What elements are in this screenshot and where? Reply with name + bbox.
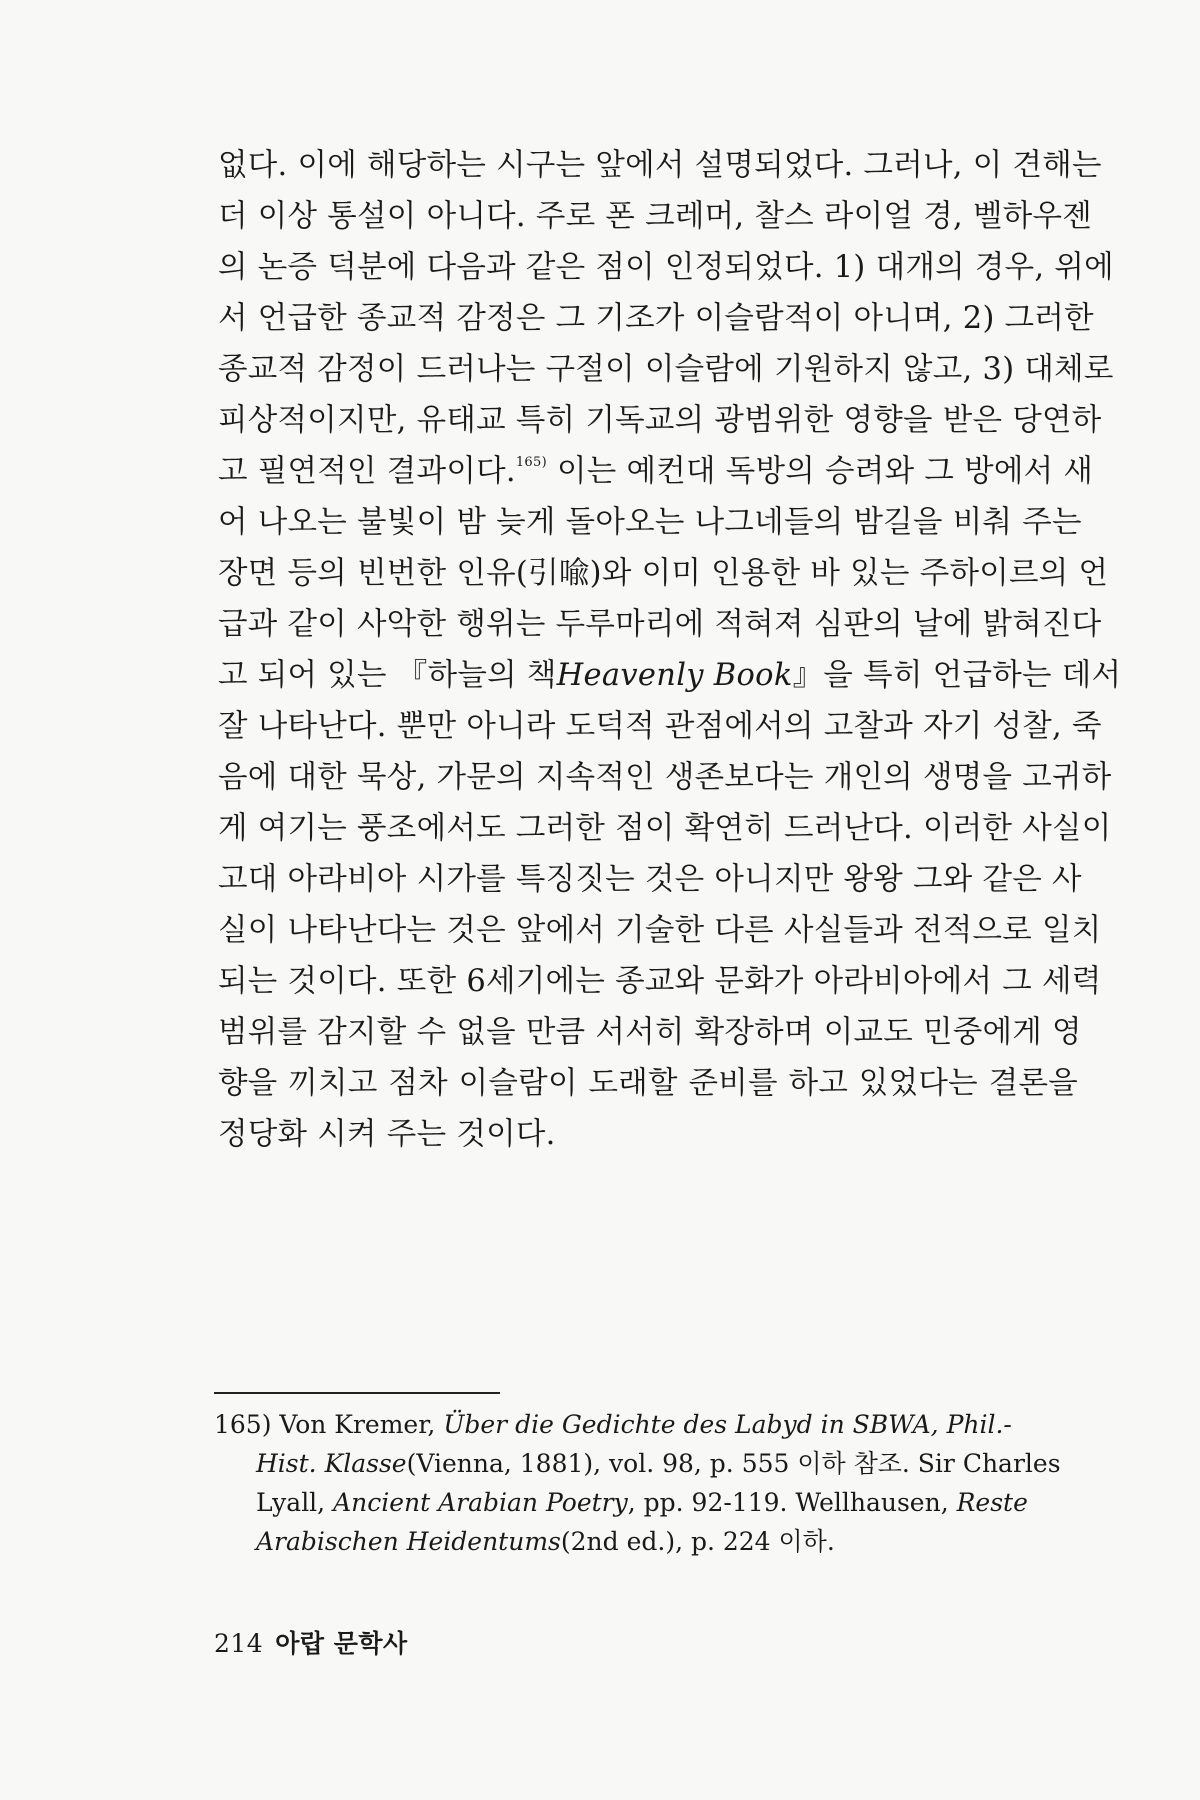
text-segment: 이는 예컨대 독방의 승려와 그 방에서 새 [546,454,1094,489]
text-line: 없다. 이에 해당하는 시구는 앞에서 설명되었다. 그러나, 이 견해는 [218,148,1102,183]
text-line: 장면 등의 빈번한 인유(引喩)와 이미 인용한 바 있는 주하이르의 언 [218,556,1109,591]
footnote-text: Lyall, [256,1488,334,1517]
text-line: 되는 것이다. 또한 6세기에는 종교와 문화가 아라비아에서 그 세력 [218,964,1102,999]
footnote-italic: Reste [956,1488,1028,1517]
footnote-italic: Arabischen Heidentums [256,1527,561,1556]
book-title-italic: Heavenly Book [556,658,793,693]
text-line: 서 언급한 종교적 감정은 그 기조가 이슬람적이 아니며, 2) 그러한 [218,301,1094,336]
footnote [214,1405,1080,1561]
text-line: 고대 아라비아 시가를 특징짓는 것은 아니지만 왕왕 그와 같은 사 [218,862,1082,897]
page-footer [214,1624,408,1660]
text-line: 음에 대한 묵상, 가문의 지속적인 생존보다는 개인의 생명을 고귀하 [218,760,1112,795]
footnote-text: (2nd ed.), p. 224 이하. [560,1527,835,1556]
text-line: 범위를 감지할 수 없을 만큼 서서히 확장하며 이교도 민중에게 영 [218,1015,1082,1050]
page-number: 214 [214,1629,264,1658]
text-line: 향을 끼치고 점차 이슬람이 도래할 준비를 하고 있었다는 결론을 [218,1066,1078,1101]
text-line: 게 여기는 풍조에서도 그러한 점이 확연히 드러난다. 이러한 사실이 [218,811,1112,846]
footnote-divider [214,1392,500,1394]
text-line: 어 나오는 불빛이 밤 늦게 돌아오는 나그네들의 밤길을 비춰 주는 [218,505,1082,540]
footnote-text: Von Kremer, [271,1410,444,1439]
text-line: 의 논증 덕분에 다음과 같은 점이 인정되었다. 1) 대개의 경우, 위에 [218,250,1114,285]
footnote-line [214,1483,1080,1522]
text-segment: 』을 특히 언급하는 데서 [792,658,1122,693]
text-line [218,650,1122,701]
text-line: 정당화 시켜 주는 것이다. [218,1117,556,1152]
footnote-text: (Vienna, 1881), vol. 98, p. 555 이하 참조. Sir Charles [406,1449,1061,1478]
footnote-italic: Ancient Arabian Poetry [333,1488,628,1517]
main-text [218,140,1122,1160]
footnote-line [214,1405,1080,1444]
text-line: 더 이상 통설이 아니다. 주로 폰 크레머, 찰스 라이얼 경, 벨하우젠 [218,199,1093,234]
text-segment: 고 필연적인 결과이다. [218,454,516,489]
running-title: 아랍 문학사 [275,1629,408,1658]
text-line: 종교적 감정이 드러나는 구절이 이슬람에 기원하지 않고, 3) 대체로 [218,352,1114,387]
text-line: 급과 같이 사악한 행위는 두루마리에 적혀져 심판의 날에 밝혀진다 [218,607,1102,642]
text-segment: 고 되어 있는 『하늘의 책 [218,658,557,693]
text-line: 잘 나타난다. 뿐만 아니라 도덕적 관점에서의 고찰과 자기 성찰, 죽 [218,709,1102,744]
footnote-text: , pp. 92-119. Wellhausen, [627,1488,957,1517]
footnote-reference[interactable]: 165) [515,454,547,470]
footnote-line [214,1444,1080,1483]
footnote-italic: Hist. Klasse [256,1449,407,1478]
footnote-line [214,1522,1080,1561]
footnote-italic: Über die Gedichte des Labyd in SBWA, Phil.- [443,1410,1012,1439]
text-line: 피상적이지만, 유태교 특히 기독교의 광범위한 영향을 받은 당연하 [218,403,1102,438]
text-line: 실이 나타난다는 것은 앞에서 기술한 다른 사실들과 전적으로 일치 [218,913,1102,948]
text-line [218,446,1094,497]
footnote-number: 165) [214,1410,272,1439]
